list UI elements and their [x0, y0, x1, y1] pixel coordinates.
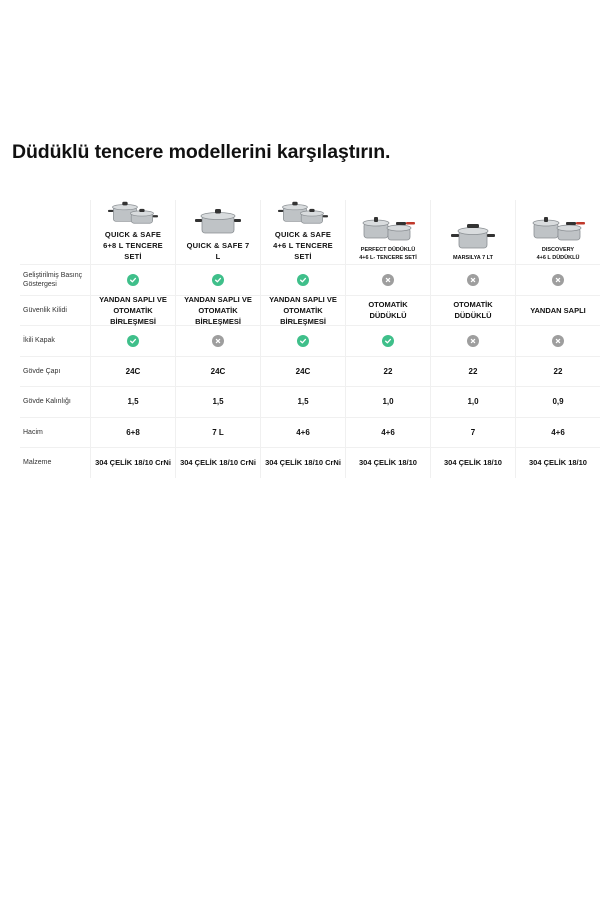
product-name: [103, 229, 163, 262]
table-cell: [260, 326, 345, 356]
cell-text: 304 ÇELİK 18/10: [529, 458, 587, 468]
check-icon: [127, 335, 139, 347]
table-cell: [175, 265, 260, 295]
table-row: [20, 386, 600, 417]
table-cell: [175, 448, 260, 478]
row-label: [20, 326, 90, 356]
row-label: [20, 296, 90, 326]
cell-text: 22: [383, 366, 393, 376]
table-cell: [430, 357, 515, 387]
table-cell: [345, 357, 430, 387]
table-cell: [430, 448, 515, 478]
cell-text: 1,0: [467, 397, 479, 407]
table-cell: [90, 448, 175, 478]
cross-icon: [552, 335, 564, 347]
product-header-3[interactable]: [260, 200, 345, 264]
table-cell: [345, 265, 430, 295]
product-name-line: QUICK & SAFE: [274, 230, 332, 239]
table-row: [20, 417, 600, 448]
table-cell: [90, 418, 175, 448]
cell-text: YANDAN SAPLI VE: [184, 294, 252, 304]
check-icon: [127, 274, 139, 286]
table-row: [20, 325, 600, 356]
table-cell: [515, 448, 600, 478]
two-pot-set-icon: [105, 200, 161, 225]
table-cell: [515, 357, 600, 387]
cell-text: 304 ÇELİK 18/10 CrNi: [265, 458, 341, 468]
table-cell: [175, 326, 260, 356]
table-cell: [175, 296, 260, 326]
row-label-line: Gövde Kalınlığı: [23, 398, 71, 406]
row-label-line: Gövde Çapı: [23, 367, 61, 375]
cross-icon: [212, 335, 224, 347]
cell-text: 304 ÇELİK 18/10 CrNi: [95, 458, 171, 468]
table-cell: [515, 296, 600, 326]
product-name-line: 4+6 L- TENCERE SETİ: [359, 255, 417, 261]
pressure-cooker-set-icon: [360, 214, 416, 242]
table-cell: [260, 265, 345, 295]
product-header-1[interactable]: [90, 200, 175, 264]
cell-text: 1,0: [382, 397, 394, 407]
table-cell: [175, 357, 260, 387]
table-cell: [260, 296, 345, 326]
check-icon: [212, 274, 224, 286]
row-label: [20, 448, 90, 478]
product-name-line: 4+6 L TENCERE: [273, 241, 333, 250]
product-name: [537, 246, 580, 262]
cell-text: OTOMATİK: [453, 300, 493, 310]
table-row: [20, 447, 600, 478]
table-cell: [260, 418, 345, 448]
table-cell: [345, 326, 430, 356]
product-header-row: [20, 200, 600, 264]
product-name-line: 6+8 L TENCERE: [103, 241, 163, 250]
cell-text: 4+6: [381, 427, 395, 437]
row-label: [20, 265, 90, 295]
table-row: [20, 356, 600, 387]
page-title: Düdüklü tencere modellerini karşılaştırın.: [12, 141, 391, 163]
table-cell: [90, 326, 175, 356]
cell-text: 304 ÇELİK 18/10: [359, 458, 417, 468]
cell-text: YANDAN SAPLI: [530, 305, 586, 315]
cell-text: 24C: [125, 366, 141, 376]
cell-text: 4+6: [551, 427, 565, 437]
cell-text: 304 ÇELİK 18/10 CrNi: [180, 458, 256, 468]
cell-text: DÜDÜKLÜ: [454, 311, 492, 321]
cross-icon: [382, 274, 394, 286]
pressure-cooker-icon: [445, 222, 501, 250]
check-icon: [297, 335, 309, 347]
cross-icon: [552, 274, 564, 286]
cell-text: 304 ÇELİK 18/10: [444, 458, 502, 468]
cell-text: YANDAN SAPLI VE: [99, 294, 167, 304]
table-cell: [345, 387, 430, 417]
cell-text: 0,9: [552, 397, 564, 407]
table-row: [20, 295, 600, 326]
pressure-cooker-set-icon: [530, 214, 586, 242]
table-row: [20, 264, 600, 295]
two-pot-set-icon: [275, 200, 331, 225]
table-cell: [90, 265, 175, 295]
cell-text: 24C: [295, 366, 311, 376]
cell-text: OTOMATİK: [368, 300, 408, 310]
table-cell: [430, 418, 515, 448]
cell-text: 1,5: [127, 397, 139, 407]
table-cell: [515, 326, 600, 356]
table-cell: [345, 418, 430, 448]
row-label: [20, 387, 90, 417]
row-label: [20, 418, 90, 448]
cell-text: 1,5: [212, 397, 224, 407]
table-cell: [260, 357, 345, 387]
cell-text: 1,5: [297, 397, 309, 407]
product-name-line: SETİ: [124, 252, 142, 261]
product-name-line: QUICK & SAFE: [104, 230, 162, 239]
cell-text: OTOMATİK BİRLEŞMESİ: [110, 305, 156, 326]
table-cell: [430, 326, 515, 356]
product-name-line: SETİ: [294, 252, 312, 261]
pot-icon: [190, 208, 246, 236]
check-icon: [297, 274, 309, 286]
row-label-line: Göstergesi: [23, 280, 57, 288]
product-name-line: MARSILYA 7 LT: [453, 255, 493, 261]
table-cell: [90, 296, 175, 326]
cross-icon: [467, 335, 479, 347]
table-cell: [430, 387, 515, 417]
table-cell: [515, 387, 600, 417]
table-cell: [175, 387, 260, 417]
table-cell: [430, 265, 515, 295]
cell-text: DÜDÜKLÜ: [369, 311, 407, 321]
product-header-5[interactable]: [430, 200, 515, 264]
product-name: [187, 240, 250, 262]
table-cell: [90, 357, 175, 387]
cell-text: 6+8: [126, 427, 140, 437]
row-label-line: Güvenlik Kilidi: [23, 306, 67, 314]
product-header-2[interactable]: [175, 200, 260, 264]
row-label-line: İkili Kapak: [23, 337, 55, 345]
table-cell: [260, 448, 345, 478]
row-label: [20, 357, 90, 387]
cell-text: 7: [470, 427, 476, 437]
table-cell: [345, 296, 430, 326]
cell-text: 7 L: [212, 427, 224, 437]
table-cell: [430, 296, 515, 326]
product-name: [453, 254, 493, 262]
row-label-line: Hacim: [23, 428, 43, 436]
product-name-line: QUICK & SAFE 7: [186, 241, 250, 250]
cell-text: 22: [553, 366, 563, 376]
header-spacer: [20, 200, 90, 264]
cell-text: OTOMATİK BİRLEŞMESİ: [195, 305, 241, 326]
table-cell: [515, 418, 600, 448]
product-name-line: 4+6 L DÜDÜKLÜ: [536, 255, 580, 261]
product-name: [273, 229, 333, 262]
product-name-line: PERFECT DÜDÜKLÜ: [360, 247, 416, 253]
product-header-4[interactable]: [345, 200, 430, 264]
cell-text: 4+6: [296, 427, 310, 437]
check-icon: [382, 335, 394, 347]
product-header-6[interactable]: [515, 200, 600, 264]
cross-icon: [467, 274, 479, 286]
cell-text: YANDAN SAPLI VE: [269, 294, 337, 304]
product-name-line: L: [215, 252, 221, 261]
product-name-line: DISCOVERY: [541, 247, 575, 253]
table-cell: [260, 387, 345, 417]
table-cell: [345, 448, 430, 478]
comparison-table: [20, 200, 600, 478]
row-label-line: Geliştirilmiş Basınç: [23, 271, 83, 279]
row-label-line: Malzeme: [23, 459, 52, 467]
table-cell: [515, 265, 600, 295]
cell-text: 22: [468, 366, 478, 376]
table-cell: [175, 418, 260, 448]
cell-text: 24C: [210, 366, 226, 376]
product-name: [359, 246, 417, 262]
table-cell: [90, 387, 175, 417]
cell-text: OTOMATİK BİRLEŞMESİ: [280, 305, 326, 326]
